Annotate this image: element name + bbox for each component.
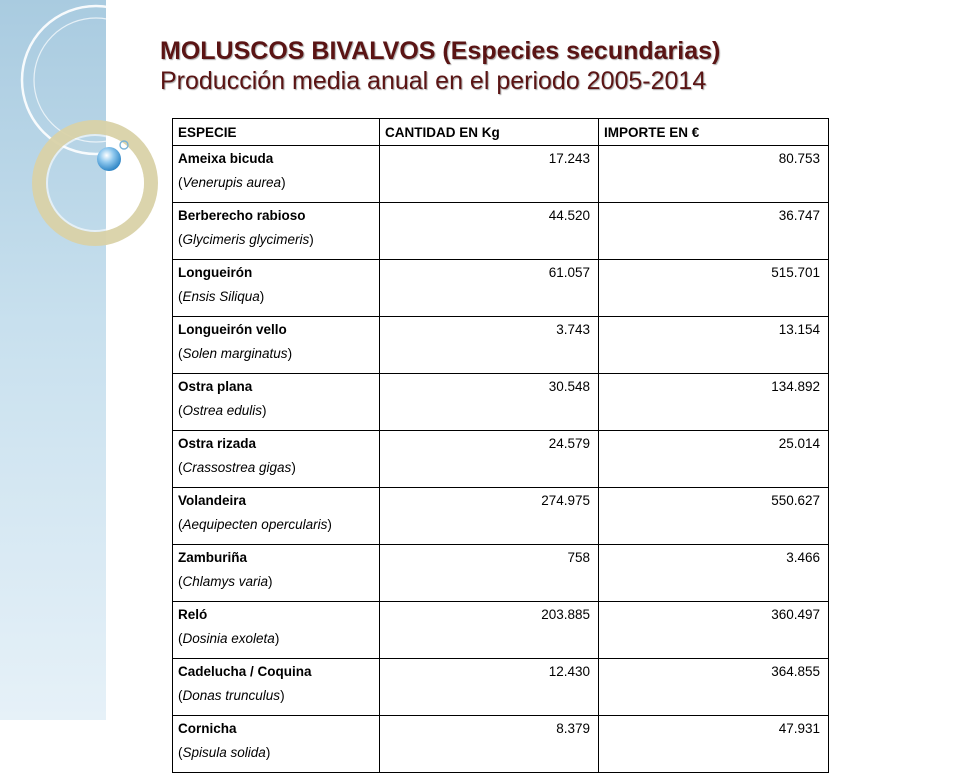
quantity-cell: 30.548 (380, 374, 599, 431)
species-common-name: Zamburiña (178, 550, 248, 565)
quantity-cell: 274.975 (380, 488, 599, 545)
amount-cell: 36.747 (599, 203, 829, 260)
species-scientific-name: (Solen marginatus) (178, 346, 293, 361)
species-scientific-name: (Glycimeris glycimeris) (178, 232, 314, 247)
amount-cell: 13.154 (599, 317, 829, 374)
title-subtitle: Producción media anual en el periodo 2005-2014 (160, 67, 707, 95)
scientific-name-text: Ostrea edulis (182, 403, 263, 418)
table-row (173, 488, 829, 545)
species-scientific-name: (Crassostrea gigas) (178, 460, 296, 475)
table-row (173, 659, 829, 716)
scientific-name-text: Crassostrea gigas (182, 460, 292, 475)
scientific-name-text: Dosinia exoleta (182, 631, 275, 646)
species-table (172, 118, 829, 773)
quantity-cell: 758 (380, 545, 599, 602)
species-common-name: Ostra plana (178, 379, 253, 394)
table-row (173, 260, 829, 317)
species-common-name: Cadelucha / Coquina (178, 664, 312, 679)
scientific-name-text: Venerupis aurea (182, 175, 282, 190)
table-row (173, 374, 829, 431)
bubble-icon (94, 144, 124, 174)
table-row (173, 716, 829, 773)
species-cell (173, 545, 380, 602)
scientific-name-text: Aequipecten opercularis (182, 517, 328, 532)
species-common-name: Longueirón (178, 265, 253, 280)
quantity-cell: 44.520 (380, 203, 599, 260)
quantity-cell: 203.885 (380, 602, 599, 659)
quantity-cell: 17.243 (380, 146, 599, 203)
species-common-name: Berberecho rabioso (178, 208, 306, 223)
table-row (173, 545, 829, 602)
table-row (173, 203, 829, 260)
species-cell (173, 146, 380, 203)
species-scientific-name: (Aequipecten opercularis) (178, 517, 332, 532)
species-common-name: Reló (178, 607, 208, 622)
species-cell (173, 602, 380, 659)
decorative-rings-icon (0, 0, 170, 300)
scientific-name-text: Donas trunculus (182, 688, 281, 703)
species-scientific-name: (Spisula solida) (178, 745, 271, 760)
amount-cell: 47.931 (599, 716, 829, 773)
species-common-name: Ameixa bicuda (178, 151, 274, 166)
species-scientific-name: (Chlamys varia) (178, 574, 273, 589)
species-cell (173, 374, 380, 431)
quantity-cell: 12.430 (380, 659, 599, 716)
quantity-cell: 3.743 (380, 317, 599, 374)
species-scientific-name: (Dosinia exoleta) (178, 631, 280, 646)
quantity-cell: 8.379 (380, 716, 599, 773)
amount-cell: 364.855 (599, 659, 829, 716)
table-row (173, 602, 829, 659)
species-cell (173, 659, 380, 716)
species-common-name: Cornicha (178, 721, 237, 736)
species-cell (173, 203, 380, 260)
species-cell (173, 716, 380, 773)
species-common-name: Ostra rizada (178, 436, 257, 451)
scientific-name-text: Solen marginatus (182, 346, 288, 361)
scientific-name-text: Spisula solida (182, 745, 266, 760)
slide-title (160, 36, 720, 96)
amount-cell: 134.892 (599, 374, 829, 431)
quantity-cell: 61.057 (380, 260, 599, 317)
title-main: MOLUSCOS BIVALVOS (Especies secundarias) (160, 37, 721, 65)
header-cantidad: CANTIDAD EN Kg (380, 119, 599, 146)
species-cell (173, 260, 380, 317)
table-row (173, 317, 829, 374)
header-especie: ESPECIE (173, 119, 380, 146)
species-cell (173, 431, 380, 488)
amount-cell: 550.627 (599, 488, 829, 545)
amount-cell: 80.753 (599, 146, 829, 203)
species-cell (173, 317, 380, 374)
table-body (173, 146, 829, 773)
species-cell (173, 488, 380, 545)
species-common-name: Volandeira (178, 493, 247, 508)
amount-cell: 360.497 (599, 602, 829, 659)
header-importe: IMPORTE EN € (599, 119, 829, 146)
table-row (173, 146, 829, 203)
amount-cell: 515.701 (599, 260, 829, 317)
amount-cell: 25.014 (599, 431, 829, 488)
quantity-cell: 24.579 (380, 431, 599, 488)
species-common-name: Longueirón vello (178, 322, 287, 337)
species-scientific-name: (Ostrea edulis) (178, 403, 267, 418)
scientific-name-text: Ensis Siliqua (182, 289, 260, 304)
scientific-name-text: Glycimeris glycimeris (182, 232, 310, 247)
amount-cell: 3.466 (599, 545, 829, 602)
table-row (173, 431, 829, 488)
scientific-name-text: Chlamys varia (182, 574, 269, 589)
species-scientific-name: (Ensis Siliqua) (178, 289, 265, 304)
species-scientific-name: (Donas trunculus) (178, 688, 285, 703)
table-header-row (173, 119, 829, 146)
species-scientific-name: (Venerupis aurea) (178, 175, 286, 190)
